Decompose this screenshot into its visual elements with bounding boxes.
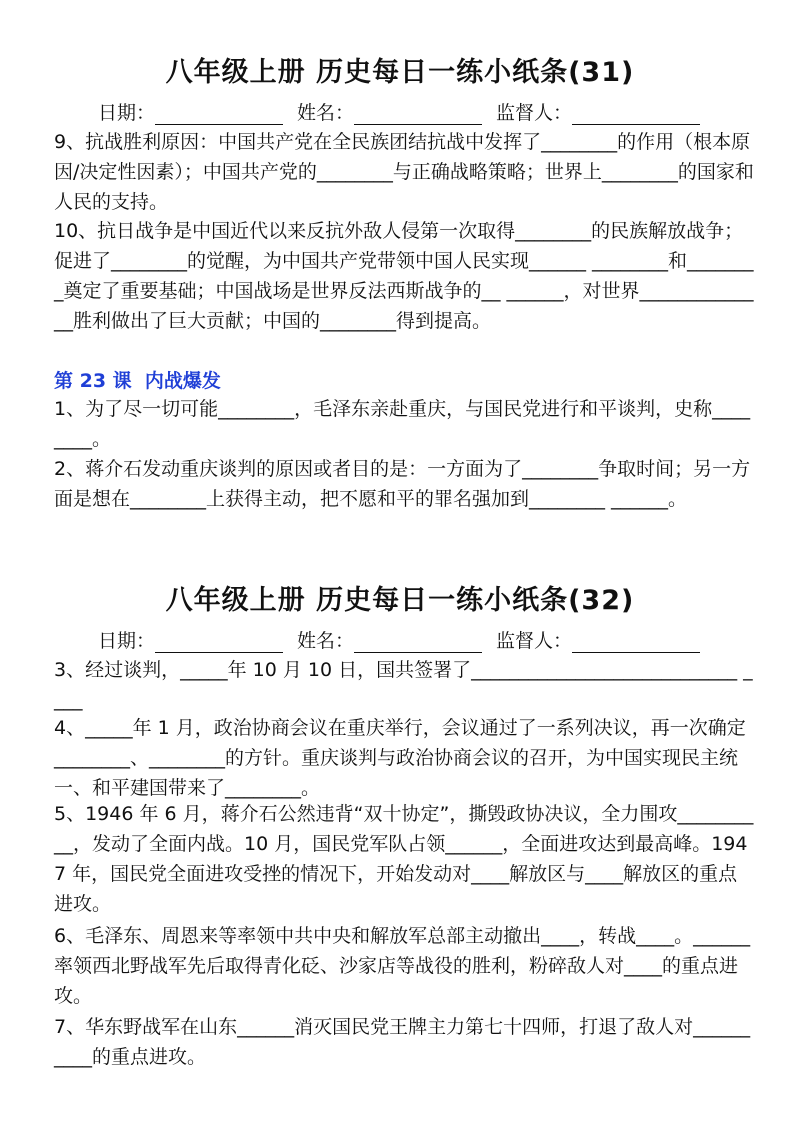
date-blank bbox=[155, 104, 283, 125]
name-label: 姓名： bbox=[297, 102, 355, 124]
question-2: 2、蒋介石发动重庆谈判的原因或者目的是：一方面为了________争取时间；另一方面是想在________上获得主动，把不愿和平的罪名强加到________ ______。 bbox=[54, 458, 751, 510]
question-3: 3、经过谈判，_____年 10 月 10 日，国共签署了____________________________ ____ bbox=[54, 659, 753, 711]
section-heading-lesson-23: 第 23 课 内战爆发 bbox=[54, 370, 221, 392]
question-1: 1、为了尽一切可能________，毛泽东亲赴重庆，与国民党进行和平谈判，史称________。 bbox=[54, 398, 751, 450]
sheet-31-title: 八年级上册 历史每日一练小纸条(31) bbox=[165, 57, 635, 88]
question-6: 6、毛泽东、周恩来等率领中共中央和解放军总部主动撤出____，转战____。______率领西北野战军先后取得青化砭、沙家店等战役的胜利，粉碎敌人对____的重点进攻。 bbox=[54, 925, 751, 1007]
question-4: 4、_____年 1 月，政治协商会议在重庆举行，会议通过了一系列决议，再一次确定________、________的方针。重庆谈判与政治协商会议的召开，为中国实现民主统一、和平建国带来了________。 bbox=[54, 717, 746, 799]
question-9: 9、抗战胜利原因：中国共产党在全民族团结抗战中发挥了________的作用（根本原因/决定性因素）；中国共产党的________与正确战略策略；世界上________的国家和人民的支持。 bbox=[54, 131, 754, 213]
date-blank bbox=[155, 632, 283, 653]
date-label: 日期： bbox=[98, 630, 156, 652]
supervisor-blank bbox=[572, 632, 700, 653]
supervisor-blank bbox=[572, 104, 700, 125]
date-label: 日期： bbox=[98, 102, 156, 124]
name-blank bbox=[354, 104, 482, 125]
sheet-32-title: 八年级上册 历史每日一练小纸条(32) bbox=[165, 585, 635, 616]
supervisor-label: 监督人： bbox=[496, 630, 573, 652]
name-label: 姓名： bbox=[297, 630, 355, 652]
name-blank bbox=[354, 632, 482, 653]
question-7: 7、华东野战军在山东______消灭国民党王牌主力第七十四师，打退了敌人对__________的重点进攻。 bbox=[54, 1016, 751, 1068]
sheet-31-meta bbox=[98, 98, 700, 125]
question-10: 10、抗日战争是中国近代以来反抗外敌人侵第一次取得________的民族解放战争；促进了________的觉醒，为中国共产党带领中国人民实现______ ________和________奠定了重要基础；中国战场是世界反法西斯战争的__ ______，对世界______________胜利做出了巨大贡献；中国的________得到提高。 bbox=[54, 220, 754, 332]
sheet-32-meta bbox=[98, 626, 700, 653]
question-5: 5、1946 年 6 月，蒋介石公然违背“双十协定”，撕毁政协决议，全力围攻__________，发动了全面内战。10 月，国民党军队占领______，全面进攻达到最高峰。1947 年，国民党全面进攻受挫的情况下，开始发动对____解放区与____解放区的重点进攻。 bbox=[54, 803, 754, 915]
supervisor-label: 监督人： bbox=[496, 102, 573, 124]
